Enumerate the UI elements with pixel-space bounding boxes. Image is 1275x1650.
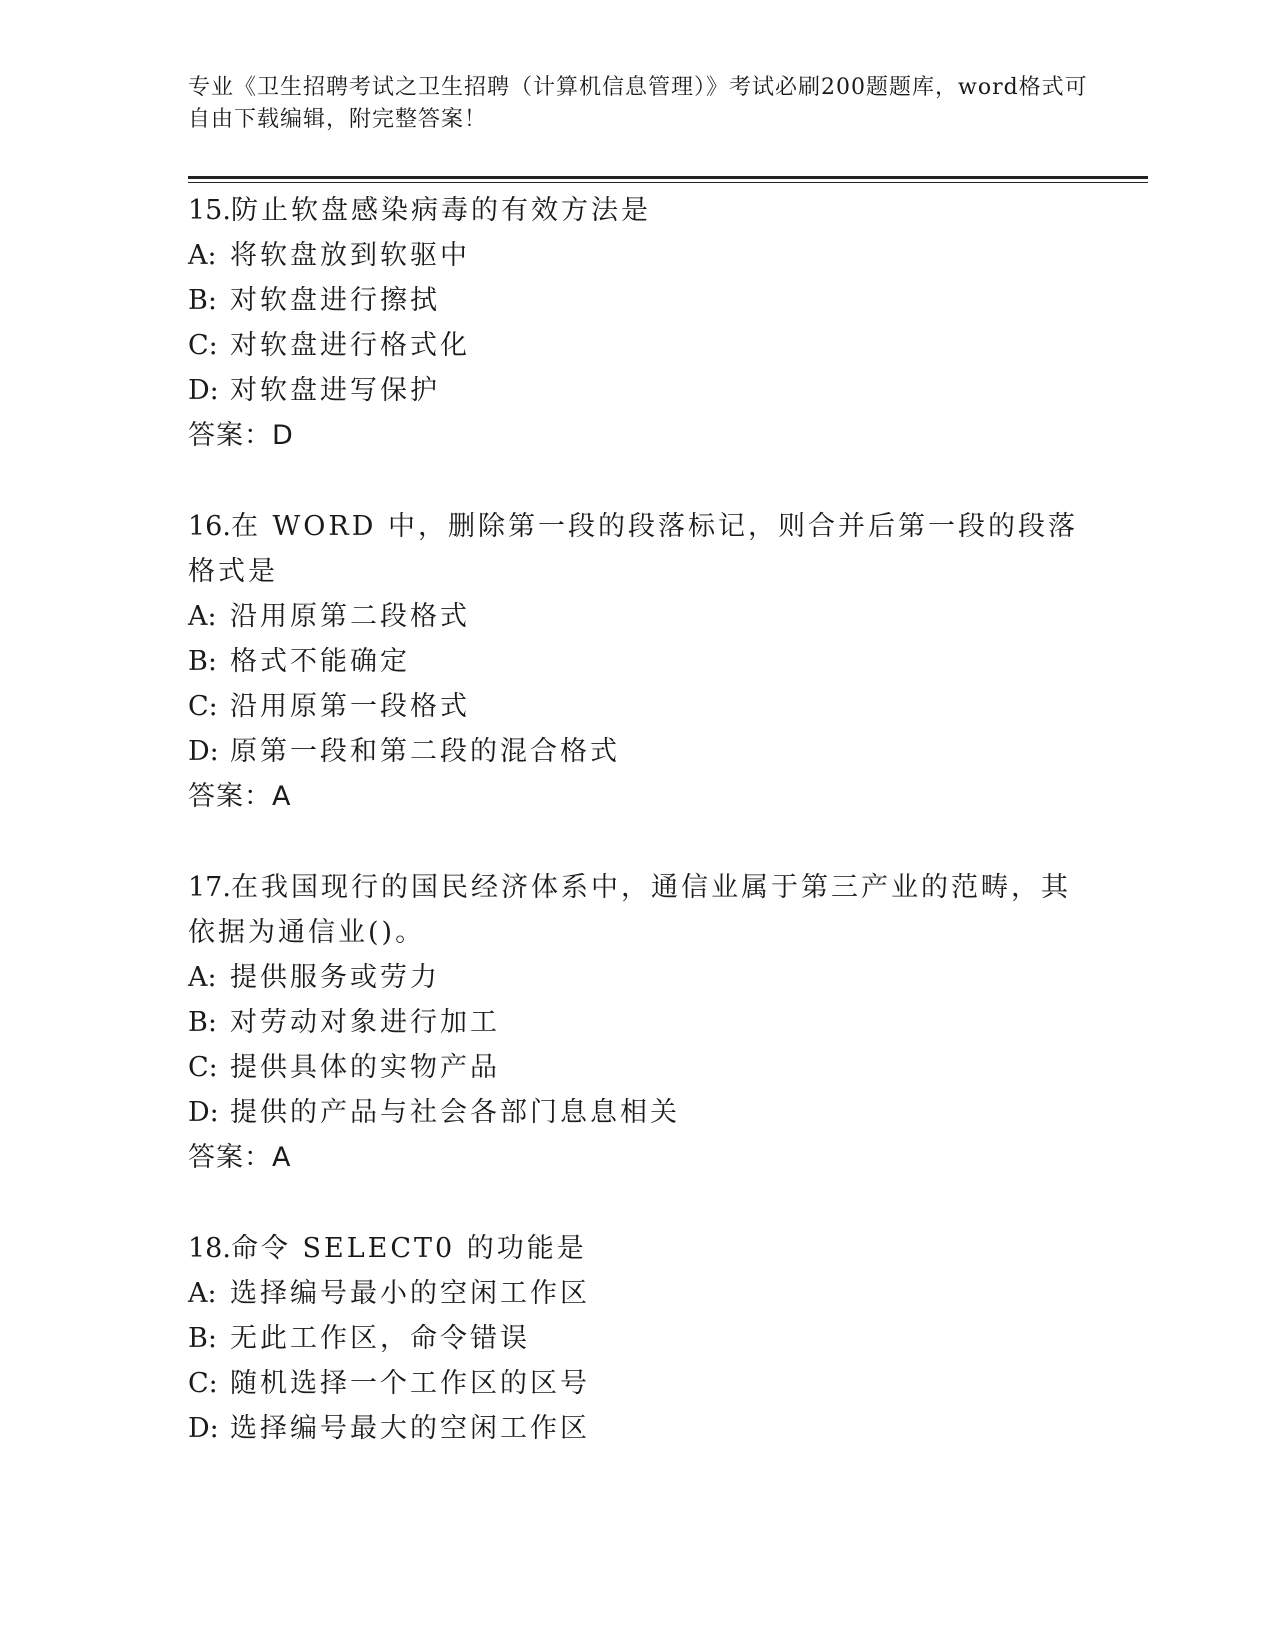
option-letter: B:: [188, 1007, 217, 1038]
option-b: [188, 639, 1088, 684]
option-text: 将软盘放到软驱中: [230, 240, 470, 271]
answer-line: 答案：A: [188, 781, 292, 812]
question-text: [188, 504, 1088, 594]
question-text: [188, 1226, 1088, 1271]
answer-line: 答案：D: [188, 420, 294, 451]
option-letter: A:: [188, 240, 217, 271]
header-divider-thick: [188, 176, 1148, 179]
question-text: [188, 865, 1088, 955]
option-letter: C:: [188, 691, 218, 722]
option-letter: D:: [188, 375, 219, 406]
option-text: 对软盘进行擦拭: [230, 285, 440, 316]
question-stem: 在我国现行的国民经济体系中，通信业属于第三产业的范畴，其依据为通信业()。: [188, 872, 1071, 948]
option-c: [188, 323, 1088, 368]
question-text: [188, 188, 1088, 233]
question-17: [188, 865, 1088, 1180]
option-text: 提供具体的实物产品: [230, 1052, 500, 1083]
option-letter: B:: [188, 1323, 217, 1354]
option-letter: D:: [188, 1413, 219, 1444]
question-stem: 在 WORD 中，删除第一段的段落标记，则合并后第一段的段落格式是: [188, 511, 1078, 587]
option-a: [188, 233, 1088, 278]
option-a: [188, 955, 1088, 1000]
question-list: [188, 188, 1088, 1497]
option-letter: D:: [188, 736, 219, 767]
document-header: 专业《卫生招聘考试之卫生招聘（计算机信息管理）》考试必刷200题题库，word格式可自由下载编辑，附完整答案！: [188, 75, 1088, 132]
option-text: 选择编号最大的空闲工作区: [230, 1413, 590, 1444]
question-number: 18.: [188, 1233, 231, 1264]
option-d: [188, 368, 1088, 413]
option-text: 沿用原第一段格式: [230, 691, 470, 722]
option-letter: C:: [188, 1368, 218, 1399]
option-text: 对劳动对象进行加工: [230, 1007, 500, 1038]
option-b: [188, 1000, 1088, 1045]
option-letter: B:: [188, 646, 217, 677]
option-letter: C:: [188, 330, 218, 361]
option-text: 原第一段和第二段的混合格式: [230, 736, 620, 767]
option-letter: C:: [188, 1052, 218, 1083]
question-number: 15.: [188, 195, 231, 226]
option-letter: A:: [188, 1278, 217, 1309]
option-text: 沿用原第二段格式: [230, 601, 470, 632]
option-b: [188, 1316, 1088, 1361]
option-text: 对软盘进行格式化: [230, 330, 470, 361]
option-a: [188, 594, 1088, 639]
option-c: [188, 1361, 1088, 1406]
option-letter: A:: [188, 601, 217, 632]
option-letter: B:: [188, 285, 217, 316]
option-d: [188, 1406, 1088, 1451]
option-text: 无此工作区，命令错误: [230, 1323, 530, 1354]
question-stem: 命令 SELECT0 的功能是: [230, 1233, 587, 1264]
question-number: 17.: [188, 872, 231, 903]
question-15: [188, 188, 1088, 458]
option-text: 提供服务或劳力: [230, 962, 440, 993]
option-text: 对软盘进写保护: [230, 375, 440, 406]
option-text: 提供的产品与社会各部门息息相关: [230, 1097, 680, 1128]
option-letter: A:: [188, 962, 217, 993]
option-c: [188, 1045, 1088, 1090]
option-text: 随机选择一个工作区的区号: [230, 1368, 590, 1399]
question-stem: 防止软盘感染病毒的有效方法是: [230, 195, 651, 226]
option-a: [188, 1271, 1088, 1316]
option-d: [188, 1090, 1088, 1135]
option-c: [188, 684, 1088, 729]
question-number: 16.: [188, 511, 231, 542]
answer-line: 答案：A: [188, 1142, 292, 1173]
question-16: [188, 504, 1088, 819]
option-text: 格式不能确定: [230, 646, 410, 677]
option-d: [188, 729, 1088, 774]
question-18: [188, 1226, 1088, 1451]
option-b: [188, 278, 1088, 323]
option-letter: D:: [188, 1097, 219, 1128]
header-divider-thin: [188, 182, 1148, 183]
option-text: 选择编号最小的空闲工作区: [230, 1278, 590, 1309]
